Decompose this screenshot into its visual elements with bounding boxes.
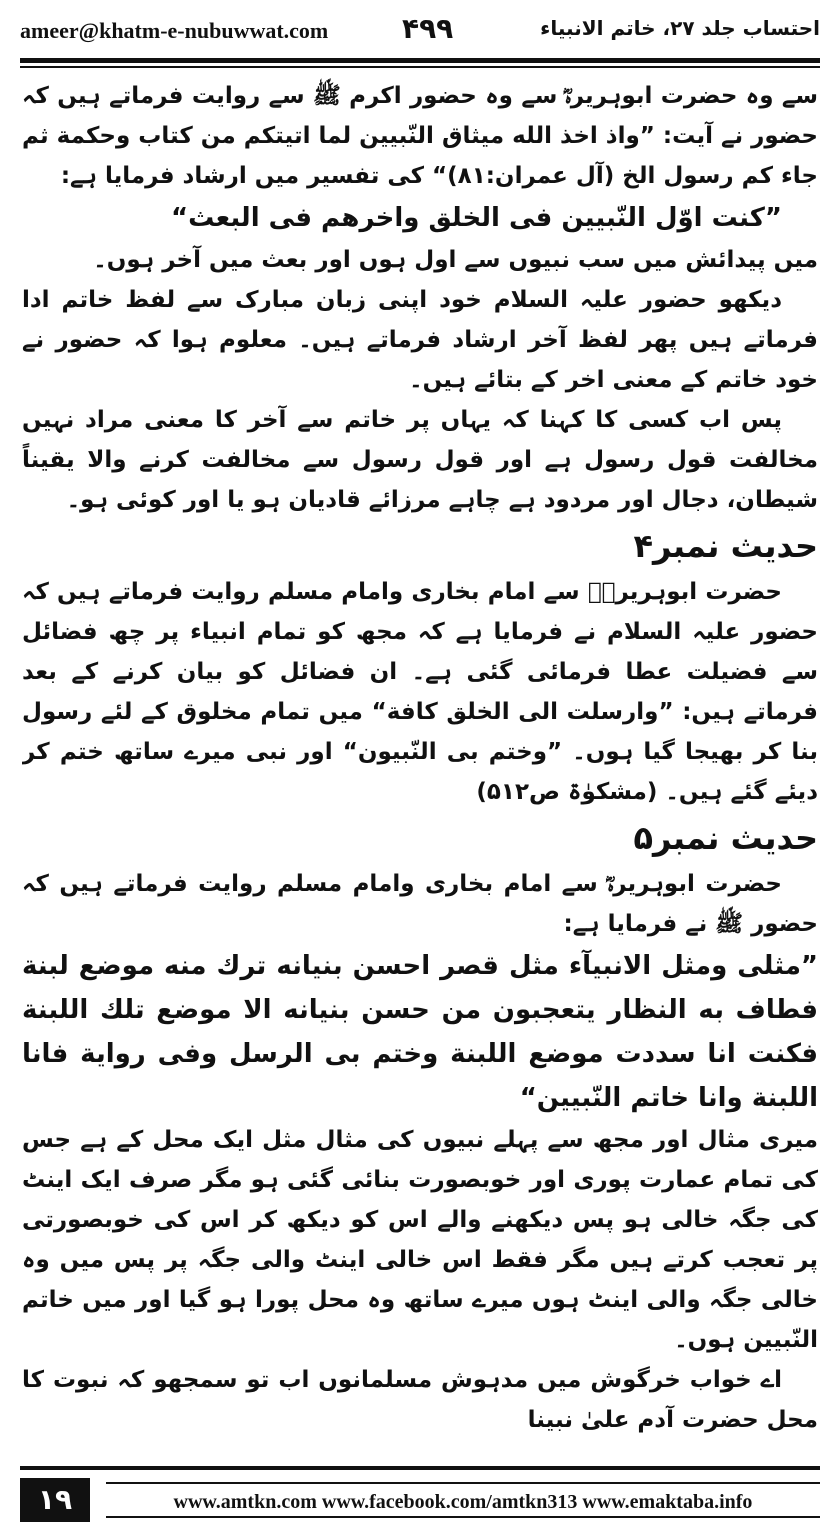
header-rule-thin bbox=[20, 66, 820, 68]
page-body bbox=[22, 76, 818, 1456]
paragraph-hadith-5-intro: حضرت ابوہریرہؓ سے امام بخاری وامام مسلم روایت فرماتے ہیں کہ حضور ﷺ نے فرمایا ہے: bbox=[22, 871, 818, 937]
arabic-quote-1: ”كنت اوّل النّبيين فى الخلق واخرهم فى البعث“ bbox=[171, 203, 782, 233]
footer-page-number: ۱۹ bbox=[20, 1478, 90, 1522]
paragraph-translation-1: میں پیدائش میں سب نبیوں سے اول ہوں اور بعث میں آخر ہوں۔ bbox=[93, 247, 818, 273]
arabic-quote-2: ”مثلى ومثل الانبيآء مثل قصر احسن بنيانه ترك منه موضع لبنة فطاف به النظار يتعجبون من حسن بنيانه الا موضع تلك اللبنة فكنت انا سددت موضع اللبنة وختم بى الرسل وفى رواية فانا اللبنة وانا خاتم النّبيين“ bbox=[22, 951, 818, 1113]
page-header bbox=[20, 8, 820, 54]
paragraph-hadith-4: حضرت ابوہریرہؓ سے امام بخاری وامام مسلم روایت فرماتے ہیں کہ حضور علیہ السلام نے فرمایا ہے کہ مجھ کو تمام انبیاء پر چھ فضائل سے فضیلت عطا فرمائی گئی ہے۔ ان فضائل کو بیان کرنے کے بعد فرماتے ہیں: ”وارسلت الى الخلق كافة“ میں تمام مخلوق کے لئے رسول بنا کر بھیجا گیا ہوں۔ ”وختم بى النّبيون“ اور نبی میرے ساتھ ختم کر دیئے گئے ہیں۔ (مشکوٰۃ ص۵۱۲) bbox=[22, 579, 818, 805]
paragraph-explanation-1: دیکھو حضور علیہ السلام خود اپنی زبان مبارک سے لفظ خاتم ادا فرماتے ہیں پھر لفظ آخر ارشاد فرماتے ہیں۔ معلوم ہوا کہ حضور نے خود خاتم کے معنی اخر کے بتائے ہیں۔ bbox=[22, 287, 818, 393]
paragraph-closing: اے خواب خرگوش میں مدہوش مسلمانوں اب تو سمجھو کہ نبوت کا محل حضرت آدم علیٰ نبینا bbox=[22, 1367, 818, 1433]
heading-hadith-4: حدیث نمبر۴ bbox=[633, 527, 818, 565]
footer-rule bbox=[20, 1466, 820, 1470]
page-footer bbox=[20, 1474, 820, 1526]
paragraph-translation-2: میری مثال اور مجھ سے پہلے نبیوں کی مثال مثل ایک محل کے ہے جس کی تمام عمارت پوری اور خوبصورت بنائی گئی ہو مگر صرف ایک اینٹ کی جگہ خالی ہو پس دیکھنے والے اس کو دیکھ کر اس کی خوبصورتی پر تعجب کرتے ہیں مگر فقط اس خالی اینٹ والی جگہ پر پس میں وہ خالی جگہ والی اینٹ ہوں میرے ساتھ وہ محل پورا ہو گیا اور میں خاتم النّبیین ہوں۔ bbox=[22, 1127, 818, 1353]
paragraph-intro: سے وہ حضرت ابوہریرہؓ سے وہ حضور اکرم ﷺ سے روایت فرماتے ہیں کہ حضور نے آیت: ”واذ اخذ الله ميثاق النّبيين لما اتيتكم من كتاب وحكمة ثم جاء كم رسول الخ (آل عمران:۸۱)“ کی تفسیر میں ارشاد فرمایا ہے: bbox=[22, 83, 818, 189]
header-email: ameer@khatm-e-nubuwwat.com bbox=[20, 18, 329, 43]
paragraph-explanation-2: پس اب کسی کا کہنا کہ یہاں پر خاتم سے آخر کا معنی مراد نہیں مخالفت قول رسول ہے اور قول رسول سے مخالفت کرنے والا یقیناً شیطان، دجال اور مردود ہے چاہے مرزائے قادیان ہو یا اور کوئی ہو۔ bbox=[22, 407, 818, 513]
header-page-number: ۴۹۹ bbox=[402, 12, 454, 45]
header-book-title: احتساب جلد ۲۷، خاتم الانبیاء bbox=[540, 16, 820, 40]
footer-links: www.amtkn.com www.facebook.com/amtkn313 www.emaktaba.info bbox=[106, 1482, 820, 1518]
header-rule-thick bbox=[20, 58, 820, 63]
heading-hadith-5: حدیث نمبر۵ bbox=[633, 819, 818, 857]
